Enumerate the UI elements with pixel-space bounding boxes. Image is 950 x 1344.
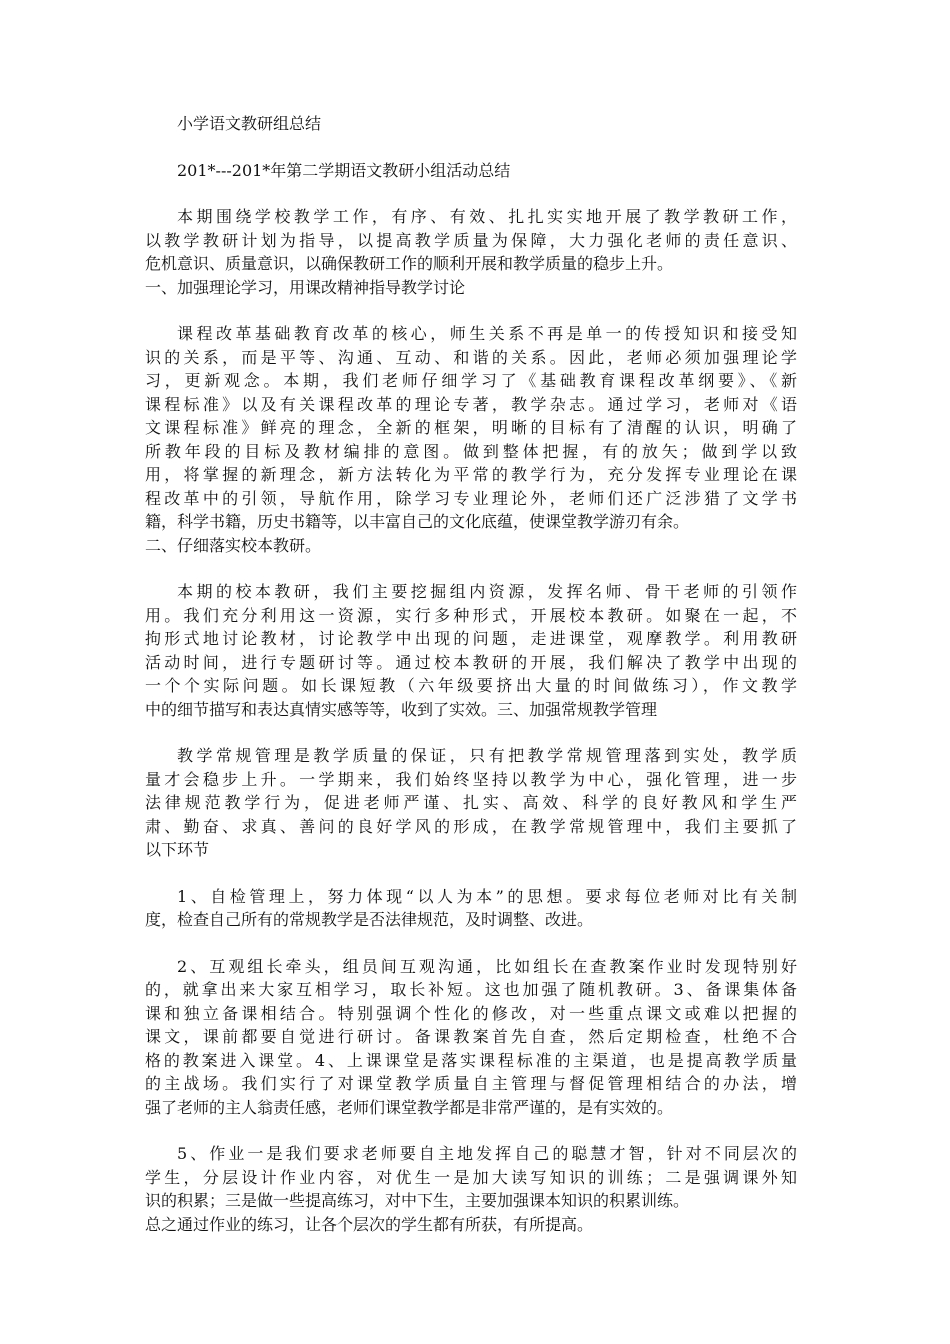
paragraph-line: 危机意识、质量意识，以确保教研工作的顺利开展和教学质量的稳步上升。 — [145, 254, 674, 273]
paragraph-line: 程改革中的引领，导航作用，除学习专业理论外，老师们还广泛涉猎了文学书 — [145, 488, 797, 508]
document-title: 小学语文教研组总结 — [177, 114, 322, 133]
paragraph-line: 的主战场。我们实行了对课堂教学质量自主管理与督促管理相结合的办法，增 — [145, 1074, 797, 1093]
paragraph-line: 文课程标准》鲜亮的理念，全新的框架，明晰的目标有了清醒的认识，明确了 — [145, 418, 797, 437]
paragraph-line: 以下环节 — [145, 840, 210, 859]
paragraph-line: 识的关系，而是平等、沟通、互动、和谐的关系。因此，老师必须加强理论学 — [145, 347, 797, 367]
section-heading: 一、加强理论学习，用课改精神指导教学讨论 — [145, 277, 466, 297]
paragraph-line: 课程改革基础教育改革的核心，师生关系不再是单一的传授知识和接受知 — [177, 324, 797, 343]
paragraph-line: 格的教案进入课堂。4、上课课堂是落实课程标准的主渠道，也是提高教学质量 — [145, 1050, 797, 1070]
paragraph-line: 学生，分层设计作业内容，对优生一是加大读写知识的训练；二是强调课外知 — [145, 1167, 797, 1187]
paragraph-line: 拘形式地讨论教材，讨论教学中出现的问题，走进课堂，观摩教学。利用教研 — [145, 629, 797, 648]
paragraph-line: 活动时间，进行专题研讨等。通过校本教研的开展，我们解决了教学中出现的 — [145, 652, 797, 672]
paragraph-line: 中的细节描写和表达真情实感等等，收到了实效。三、加强常规教学管理 — [145, 699, 658, 719]
paragraph-7 — [145, 1142, 797, 1236]
paragraph-line: 强了老师的主人翁责任感，老师们课堂教学都是非常严谨的，是有实效的。 — [145, 1097, 674, 1117]
paragraph-line: 用，将掌握的新理念，新方法转化为平常的教学行为，充分发挥专业理论在课 — [145, 465, 797, 484]
paragraph-line: 度，检查自己所有的常规教学是否法律规范，及时调整、改进。 — [145, 910, 594, 929]
document-subtitle: 201*---201*年第二学期语文教研小组活动总结 — [177, 160, 511, 180]
section-heading: 二、仔细落实校本教研。 — [145, 535, 322, 555]
paragraph-line: 课文，课前都要自觉进行研讨。备课教案首先自查，然后定期检查，杜绝不合 — [145, 1027, 797, 1046]
paragraph-line: 的，就拿出来大家互相学习，取长补短。这也加强了随机教研。3、备课集体备 — [145, 980, 797, 999]
paragraph-6 — [145, 955, 797, 1120]
paragraph-line: 5、作业一是我们要求老师要自主地发挥自己的聪慧才智，针对不同层次的 — [177, 1144, 797, 1163]
paragraph-line: 所教年段的目标及教材编排的意图。做到整体把握，有的放矢；做到学以致 — [145, 441, 797, 461]
paragraph-line: 用。我们充分利用这一资源，实行多种形式，开展校本教研。如聚在一起，不 — [145, 605, 797, 625]
paragraph-line: 教学常规管理是教学质量的保证，只有把教学常规管理落到实处，教学质 — [177, 746, 797, 765]
paragraph-1 — [145, 205, 797, 299]
paragraph-line: 课程标准》以及有关课程改革的理论专著，教学杂志。通过学习，老师对《语 — [145, 394, 797, 414]
paragraph-line: 课和独立备课相结合。特别强调个性化的修改，对一些重点课文或难以把握的 — [145, 1003, 797, 1023]
paragraph-line: 本期的校本教研，我们主要挖掘组内资源，发挥名师、骨干老师的引领作 — [177, 582, 797, 601]
paragraph-2 — [145, 322, 797, 557]
paragraph-line: 以教学教研计划为指导，以提高教学质量为保障，大力强化老师的责任意识、 — [145, 230, 797, 250]
paragraph-line: 籍，科学书籍，历史书籍等，以丰富自己的文化底蕴，使课堂教学游刃有余。 — [145, 512, 690, 531]
paragraph-line: 本期围绕学校教学工作，有序、有效、扎扎实实地开展了教学教研工作， — [177, 207, 797, 226]
paragraph-line: 肃、勤奋、求真、善问的良好学风的形成，在教学常规管理中，我们主要抓了 — [145, 816, 797, 836]
paragraph-line: 法律规范教学行为，促进老师严谨、扎实、高效、科学的良好教风和学生严 — [145, 793, 797, 812]
paragraph-line: 习，更新观念。本期，我们老师仔细学习了《基础教育课程改革纲要》、《新 — [145, 371, 797, 390]
paragraph-5 — [145, 885, 797, 932]
paragraph-4 — [145, 744, 797, 862]
document-body — [145, 112, 797, 1236]
paragraph-line: 一个个实际问题。如长课短教（六年级要挤出大量的时间做练习），作文教学 — [145, 676, 797, 695]
paragraph-line: 识的积累；三是做一些提高练习，对中下生，主要加强课本知识的积累训练。 — [145, 1191, 690, 1210]
paragraph-line: 1、自检管理上，努力体现“以人为本”的思想。要求每位老师对比有关制 — [177, 886, 797, 906]
paragraph-line: 2、互观组长牵头，组员间互观沟通，比如组长在查教案作业时发现特别好 — [177, 956, 797, 976]
paragraph-line: 量才会稳步上升。一学期来，我们始终坚持以教学为中心，强化管理，进一步 — [145, 769, 797, 789]
paragraph-line: 总之通过作业的练习，让各个层次的学生都有所获，有所提高。 — [145, 1214, 594, 1234]
paragraph-3 — [145, 580, 797, 721]
